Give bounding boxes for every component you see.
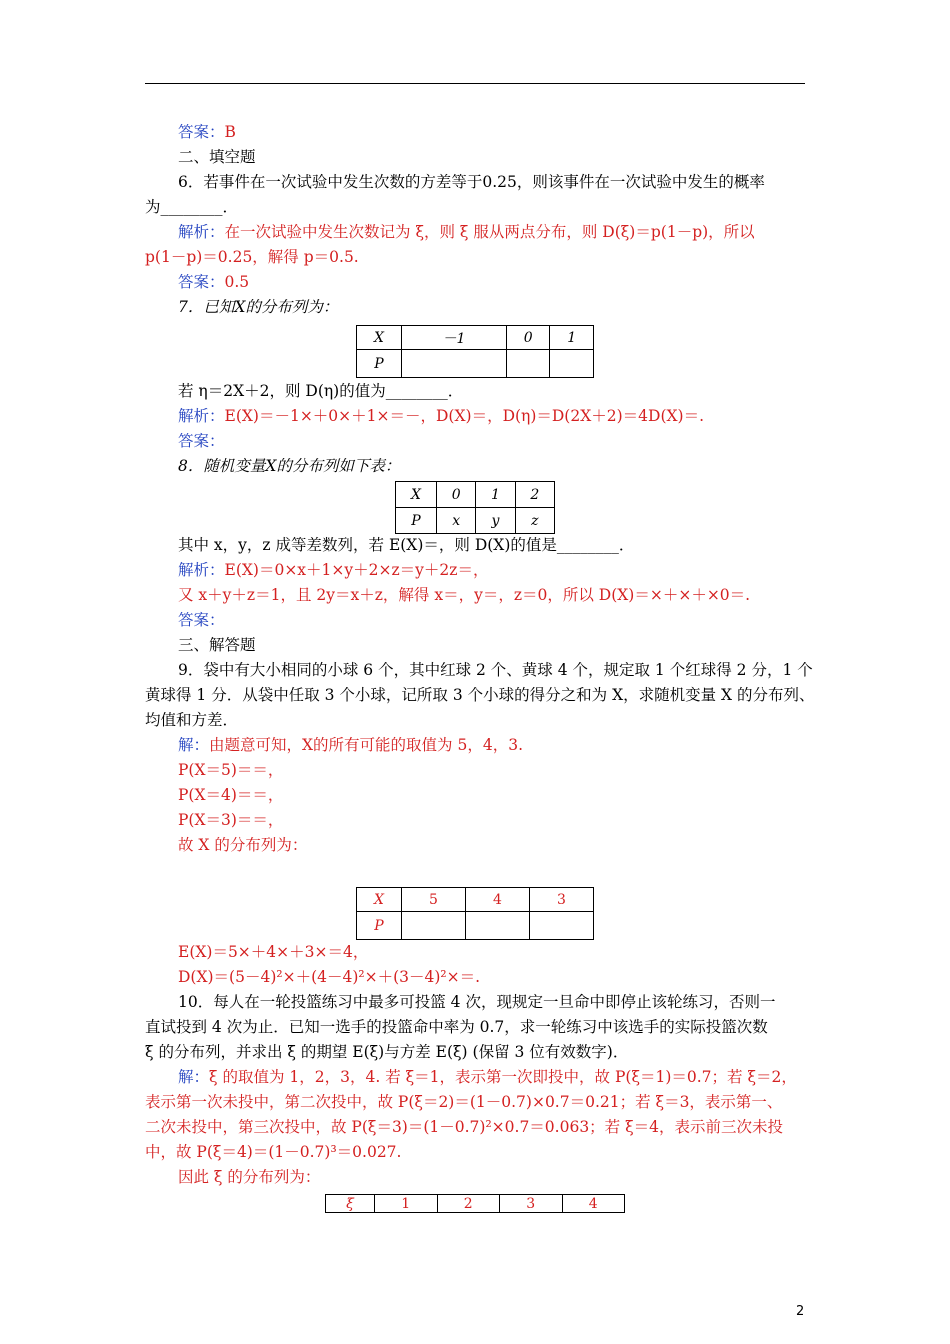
page-number: 2 bbox=[796, 1304, 805, 1319]
solution-7 bbox=[178, 405, 704, 427]
question-9-line-2: 黄球得 1 分．从袋中任取 3 个小球，记所取 3 个小球的得分之和为 X，求随机变量 X 的分布列、 bbox=[145, 686, 815, 704]
section-answer-questions-heading: 三、解答题 bbox=[178, 636, 256, 654]
answer-6 bbox=[178, 271, 249, 293]
table-cell: 4 bbox=[562, 1195, 625, 1213]
table-cell: 0 bbox=[506, 326, 550, 350]
table-cell: X bbox=[396, 482, 437, 508]
solution-10-line-5: 因此 ξ 的分布列为： bbox=[178, 1168, 321, 1186]
header-rule bbox=[145, 83, 805, 84]
solution-6-line-2: p(1－p)＝0.25，解得 p＝0.5. bbox=[145, 248, 359, 266]
solution-text: E(X)＝0×x＋1×y＋2×z＝y＋2z＝， bbox=[224, 561, 489, 579]
answer-7: 答案： bbox=[178, 432, 225, 450]
question-10-line-1: 10．每人在一轮投篮练习中最多可投篮 4 次，现规定一旦命中即停止该轮练习，否则一 bbox=[178, 993, 776, 1011]
table-cell bbox=[402, 912, 466, 940]
table-cell: P bbox=[396, 508, 437, 534]
answer-5 bbox=[178, 121, 236, 143]
solution-text: ξ 的取值为 1，2，3，4. 若 ξ＝1，表示第一次即投中，故 P(ξ＝1)＝0.7；若 ξ＝2， bbox=[209, 1068, 797, 1086]
question-7-line-1: 7．已知X的分布列为： bbox=[178, 298, 339, 316]
table-cell: 3 bbox=[530, 888, 594, 912]
answer-label: 答案： bbox=[178, 273, 225, 291]
table-cell: 2 bbox=[515, 482, 554, 508]
table-cell bbox=[550, 350, 594, 378]
table-cell: 5 bbox=[402, 888, 466, 912]
question-6-line-1: 6．若事件在一次试验中发生次数的方差等于0.25，则该事件在一次试验中发生的概率 bbox=[178, 173, 765, 191]
distribution-table-8 bbox=[395, 481, 555, 534]
table-cell bbox=[506, 350, 550, 378]
question-10-line-3: ξ 的分布列，并求出 ξ 的期望 E(ξ)与方差 E(ξ) (保留 3 位有效数字)． bbox=[145, 1043, 629, 1061]
table-cell bbox=[466, 912, 530, 940]
solution-label: 解： bbox=[178, 1068, 210, 1086]
solution-label: 解析： bbox=[178, 561, 225, 579]
answer-value: B bbox=[224, 123, 236, 141]
solution-9-line-4: P(X＝3)＝＝， bbox=[178, 811, 284, 829]
answer-value: 0.5 bbox=[224, 273, 250, 291]
table-cell: x bbox=[437, 508, 476, 534]
solution-10-line-2: 表示第一次未投中，第二次投中，故 P(ξ＝2)＝(1－0.7)×0.7＝0.21；若 ξ＝3，表示第一、 bbox=[145, 1093, 783, 1111]
table-cell: －1 bbox=[402, 326, 507, 350]
table-cell: X bbox=[357, 326, 402, 350]
solution-text: 在一次试验中发生次数记为 ξ，则 ξ 服从两点分布，则 D(ξ)＝p(1－p)，所以 bbox=[224, 223, 755, 241]
solution-text: 由题意可知，X的所有可能的取值为 5，4，3. bbox=[209, 736, 523, 754]
answer-label: 答案： bbox=[178, 123, 225, 141]
question-6-line-2: 为________． bbox=[145, 198, 239, 216]
solution-8-line-1 bbox=[178, 559, 488, 581]
question-9-line-1: 9．袋中有大小相同的小球 6 个，其中红球 2 个、黄球 4 个，规定取 1 个红球得 2 分，1 个 bbox=[178, 661, 813, 679]
table-cell: 1 bbox=[375, 1195, 438, 1213]
answer-8: 答案： bbox=[178, 611, 225, 629]
solution-9-line-6: E(X)＝5×＋4×＋3×＝4， bbox=[178, 943, 369, 961]
distribution-table-7 bbox=[356, 325, 594, 378]
solution-9-line-1 bbox=[178, 734, 523, 756]
table-cell: z bbox=[515, 508, 554, 534]
distribution-table-10 bbox=[325, 1194, 625, 1213]
section-fill-blank-heading: 二、填空题 bbox=[178, 148, 256, 166]
question-8-line-1: 8．随机变量X的分布列如下表： bbox=[178, 457, 401, 475]
table-cell: X bbox=[357, 888, 402, 912]
table-cell: y bbox=[476, 508, 515, 534]
distribution-table-9 bbox=[356, 887, 594, 940]
solution-label: 解： bbox=[178, 736, 210, 754]
question-9-line-3: 均值和方差． bbox=[145, 711, 239, 729]
solution-9-line-2: P(X＝5)＝＝， bbox=[178, 761, 284, 779]
question-10-line-2: 直试投到 4 次为止．已知一选手的投篮命中率为 0.7，求一轮练习中该选手的实际投篮次数 bbox=[145, 1018, 768, 1036]
table-cell: P bbox=[357, 912, 402, 940]
solution-10-line-1 bbox=[178, 1066, 797, 1088]
table-cell: ξ bbox=[326, 1195, 375, 1213]
solution-8-line-2: 又 x＋y＋z＝1，且 2y＝x＋z，解得 x＝，y＝，z＝0，所以 D(X)＝×＋×＋×0＝. bbox=[178, 586, 751, 604]
solution-9-line-5: 故 X 的分布列为： bbox=[178, 836, 308, 854]
table-cell: 0 bbox=[437, 482, 476, 508]
solution-9-line-3: P(X＝4)＝＝， bbox=[178, 786, 284, 804]
table-cell bbox=[530, 912, 594, 940]
solution-10-line-4: 中，故 P(ξ＝4)＝(1－0.7)³＝0.027. bbox=[145, 1143, 402, 1161]
table-cell: 3 bbox=[500, 1195, 563, 1213]
solution-label: 解析： bbox=[178, 407, 225, 425]
question-7-line-2: 若 η＝2X＋2，则 D(η)的值为________． bbox=[178, 382, 464, 400]
table-cell: 4 bbox=[466, 888, 530, 912]
table-cell bbox=[402, 350, 507, 378]
solution-text: E(X)＝－1×＋0×＋1×＝－，D(X)＝，D(η)＝D(2X＋2)＝4D(X)＝. bbox=[224, 407, 704, 425]
table-cell: 2 bbox=[437, 1195, 500, 1213]
table-cell: 1 bbox=[550, 326, 594, 350]
solution-9-line-7: D(X)＝(5－4)²×＋(4－4)²×＋(3－4)²×＝. bbox=[178, 968, 481, 986]
table-cell: 1 bbox=[476, 482, 515, 508]
solution-label: 解析： bbox=[178, 223, 225, 241]
solution-10-line-3: 二次未投中，第三次投中，故 P(ξ＝3)＝(1－0.7)²×0.7＝0.063；若 ξ＝4，表示前三次未投 bbox=[145, 1118, 784, 1136]
question-8-line-2: 其中 x，y，z 成等差数列，若 E(X)＝，则 D(X)的值是________． bbox=[178, 536, 635, 554]
table-cell: P bbox=[357, 350, 402, 378]
solution-6-line-1 bbox=[178, 221, 755, 243]
